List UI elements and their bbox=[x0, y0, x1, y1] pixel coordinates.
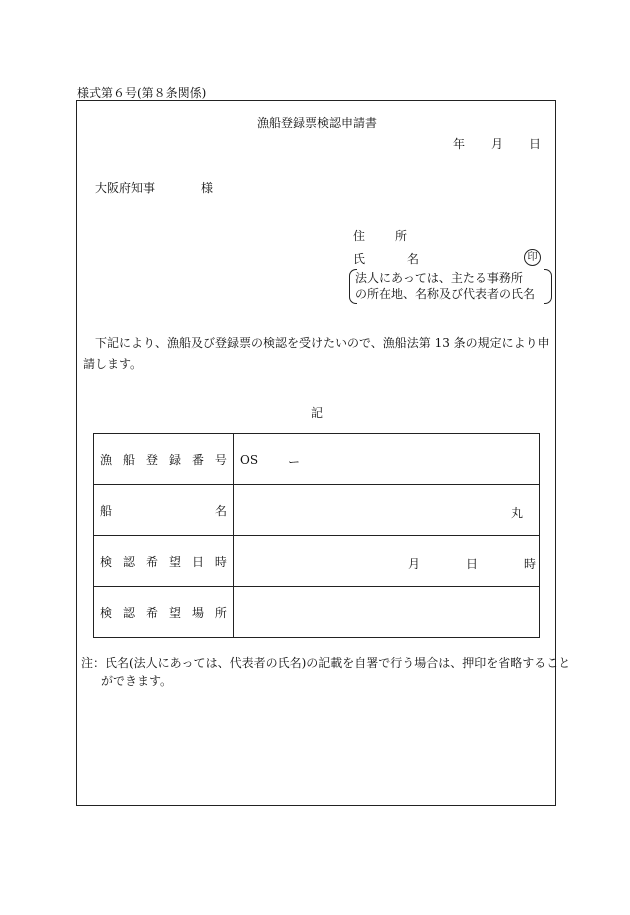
date-day-label: 日 bbox=[529, 137, 542, 151]
label-char: 登 bbox=[145, 452, 158, 467]
table-row bbox=[94, 485, 540, 536]
application-body-text: 下記により、漁船及び登録票の検認を受けたいので、漁船法第 13 条の規定により申請します。 bbox=[83, 336, 550, 371]
label-char: 場 bbox=[191, 605, 204, 620]
label-char: 船 bbox=[122, 452, 135, 467]
registration-number-field[interactable] bbox=[234, 434, 540, 485]
right-bracket bbox=[544, 269, 552, 304]
label-char: 望 bbox=[168, 554, 181, 569]
seal-mark-icon: 印 bbox=[524, 249, 541, 266]
label-char: 希 bbox=[145, 554, 158, 569]
registration-prefix: OS bbox=[240, 453, 259, 467]
label-char: 船 bbox=[100, 503, 113, 518]
label-char: 認 bbox=[122, 554, 135, 569]
details-table bbox=[93, 433, 540, 638]
date-month-label: 月 bbox=[491, 137, 504, 151]
datetime-hour: 時 bbox=[524, 557, 537, 571]
address-label-char-1: 住 bbox=[353, 229, 366, 243]
inspection-place-label bbox=[94, 587, 234, 638]
corporation-note bbox=[349, 269, 552, 304]
addressee-name: 大阪府知事 bbox=[95, 181, 156, 195]
form-number-label: 様式第６号(第８条関係) bbox=[77, 86, 207, 100]
ki-heading: 記 bbox=[310, 406, 323, 420]
label-char: 漁 bbox=[100, 452, 113, 467]
address-label-char-2: 所 bbox=[395, 229, 408, 243]
name-label-char-2: 名 bbox=[407, 252, 420, 266]
ship-name-field[interactable] bbox=[234, 485, 540, 536]
label-char: 所 bbox=[214, 605, 227, 620]
label-char: 検 bbox=[100, 605, 113, 620]
label-char: 日 bbox=[191, 554, 204, 569]
label-char: 号 bbox=[214, 452, 227, 467]
label-char: 番 bbox=[191, 452, 204, 467]
date-year-label: 年 bbox=[453, 137, 466, 151]
corporation-note-line-1: 法人にあっては、主たる事務所 bbox=[355, 271, 523, 285]
form-title: 漁船登録票検認申請書 bbox=[256, 116, 377, 130]
table-row bbox=[94, 434, 540, 485]
corporation-note-line-2: の所在地、名称及び代表者の氏名 bbox=[355, 287, 536, 301]
datetime-month: 月 bbox=[408, 557, 421, 571]
table-row bbox=[94, 587, 540, 638]
form-frame bbox=[76, 100, 571, 806]
inspection-place-field[interactable] bbox=[234, 587, 540, 638]
label-char: 録 bbox=[168, 452, 181, 467]
label-char: 認 bbox=[122, 605, 135, 620]
ship-name-label bbox=[94, 485, 234, 536]
label-char: 時 bbox=[214, 554, 227, 569]
inspection-datetime-field[interactable] bbox=[234, 536, 540, 587]
table-row bbox=[94, 536, 540, 587]
datetime-day: 日 bbox=[466, 557, 479, 571]
addressee-honorific: 様 bbox=[201, 181, 214, 195]
left-bracket bbox=[349, 269, 357, 304]
registration-number-label bbox=[94, 434, 234, 485]
ship-name-suffix: 丸 bbox=[510, 506, 523, 520]
registration-dash: ー bbox=[288, 455, 301, 469]
label-char: 望 bbox=[168, 605, 181, 620]
label-char: 名 bbox=[214, 503, 227, 518]
name-label-char-1: 氏 bbox=[353, 252, 366, 266]
footnote: 注：氏名(法人にあっては、代表者の氏名)の記載を自署で行う場合は、押印を省略することができます。 bbox=[81, 656, 571, 688]
inspection-datetime-label bbox=[94, 536, 234, 587]
label-char: 検 bbox=[100, 554, 113, 569]
label-char: 希 bbox=[145, 605, 158, 620]
